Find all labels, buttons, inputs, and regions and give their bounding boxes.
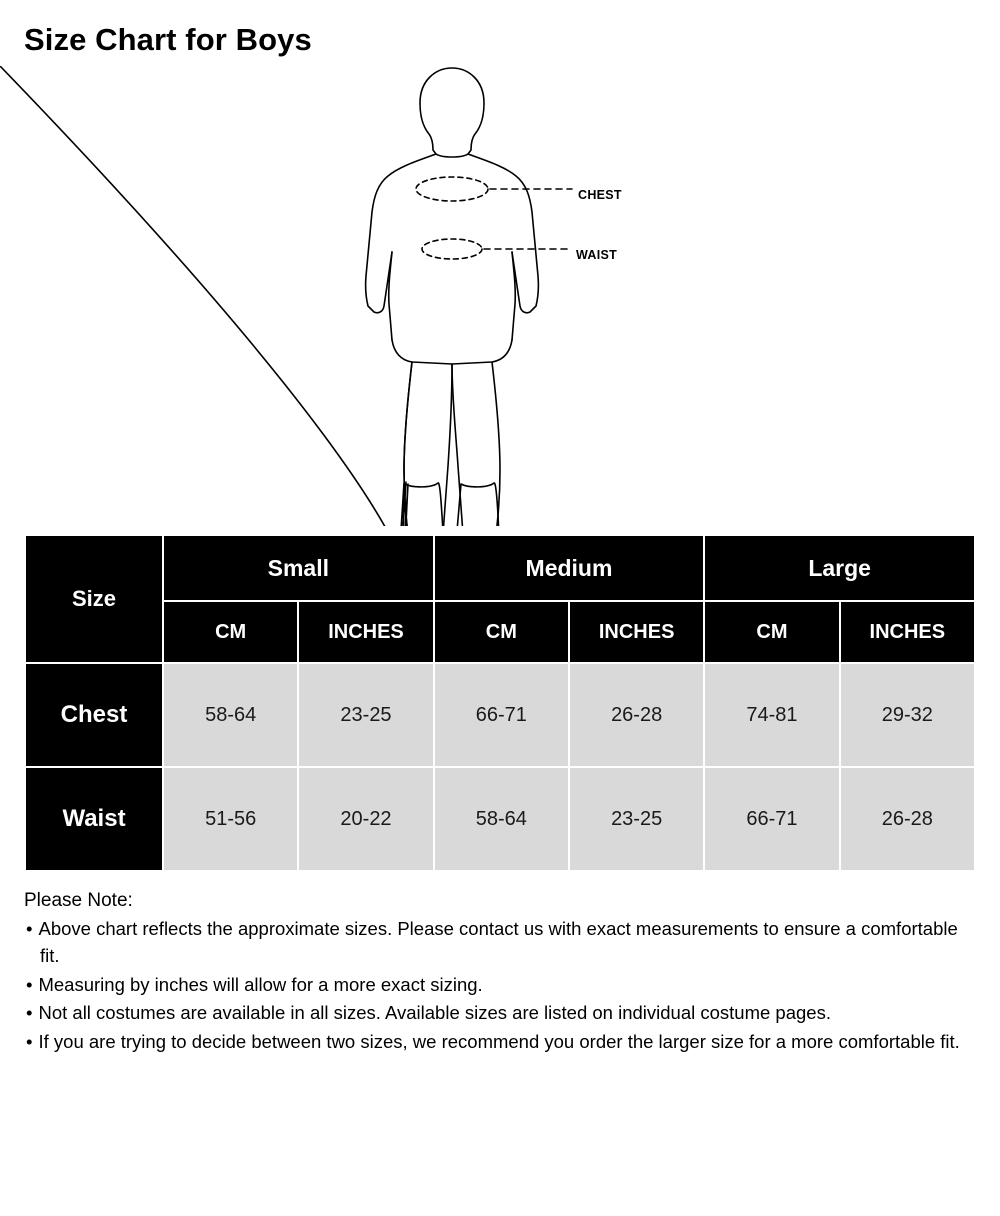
note-text: Not all costumes are available in all sizes. Available sizes are listed on individual costume pages. [38, 1002, 831, 1024]
unit-header-medium-cm: CM [434, 601, 569, 663]
cell-waist-small-cm: 51-56 [163, 767, 298, 871]
table-row-unit-header [25, 601, 975, 663]
bullet-icon: • [26, 1002, 33, 1024]
cell-waist-large-inches: 26-28 [840, 767, 975, 871]
row-label-chest: Chest [25, 663, 163, 767]
note-item [24, 1000, 980, 1027]
body-figure [0, 66, 1000, 526]
bullet-icon: • [26, 973, 33, 995]
cell-chest-medium-cm: 66-71 [434, 663, 569, 767]
note-text: If you are trying to decide between two sizes, we recommend you order the larger size for a more comfortable fit. [38, 1031, 960, 1053]
group-header-medium: Medium [434, 535, 705, 601]
cell-chest-large-inches: 29-32 [840, 663, 975, 767]
size-corner-label: Size [25, 535, 163, 663]
cell-waist-medium-inches: 23-25 [569, 767, 704, 871]
note-item [24, 1029, 980, 1056]
bullet-icon: • [26, 1031, 33, 1053]
cell-chest-small-cm: 58-64 [163, 663, 298, 767]
bullet-icon: • [26, 918, 33, 939]
size-table [24, 534, 976, 872]
note-text: Measuring by inches will allow for a more exact sizing. [38, 973, 483, 995]
unit-header-large-inches: INCHES [840, 601, 975, 663]
table-row [25, 767, 975, 871]
row-label-waist: Waist [25, 767, 163, 871]
cell-chest-small-inches: 23-25 [298, 663, 433, 767]
group-header-large: Large [704, 535, 975, 601]
table-row [25, 663, 975, 767]
cell-chest-medium-inches: 26-28 [569, 663, 704, 767]
note-text: Above chart reflects the approximate sizes. Please contact us with exact measurements to ensure a comfortable fit. [38, 918, 958, 966]
unit-header-medium-inches: INCHES [569, 601, 704, 663]
note-item [24, 972, 980, 999]
table-row-group-header [25, 535, 975, 601]
note-item [24, 916, 980, 970]
cell-waist-medium-cm: 58-64 [434, 767, 569, 871]
waist-label: WAIST [576, 248, 618, 262]
size-chart-page [0, 22, 1000, 1216]
cell-chest-large-cm: 74-81 [704, 663, 839, 767]
cell-waist-large-cm: 66-71 [704, 767, 839, 871]
boy-body-outline-icon [0, 66, 1000, 526]
notes-heading: Please Note: [24, 890, 133, 911]
unit-header-small-inches: INCHES [298, 601, 433, 663]
chest-label: CHEST [578, 188, 622, 202]
page-title: Size Chart for Boys [24, 22, 312, 57]
unit-header-large-cm: CM [704, 601, 839, 663]
unit-header-small-cm: CM [163, 601, 298, 663]
group-header-small: Small [163, 535, 434, 601]
notes-section [24, 890, 980, 1056]
cell-waist-small-inches: 20-22 [298, 767, 433, 871]
